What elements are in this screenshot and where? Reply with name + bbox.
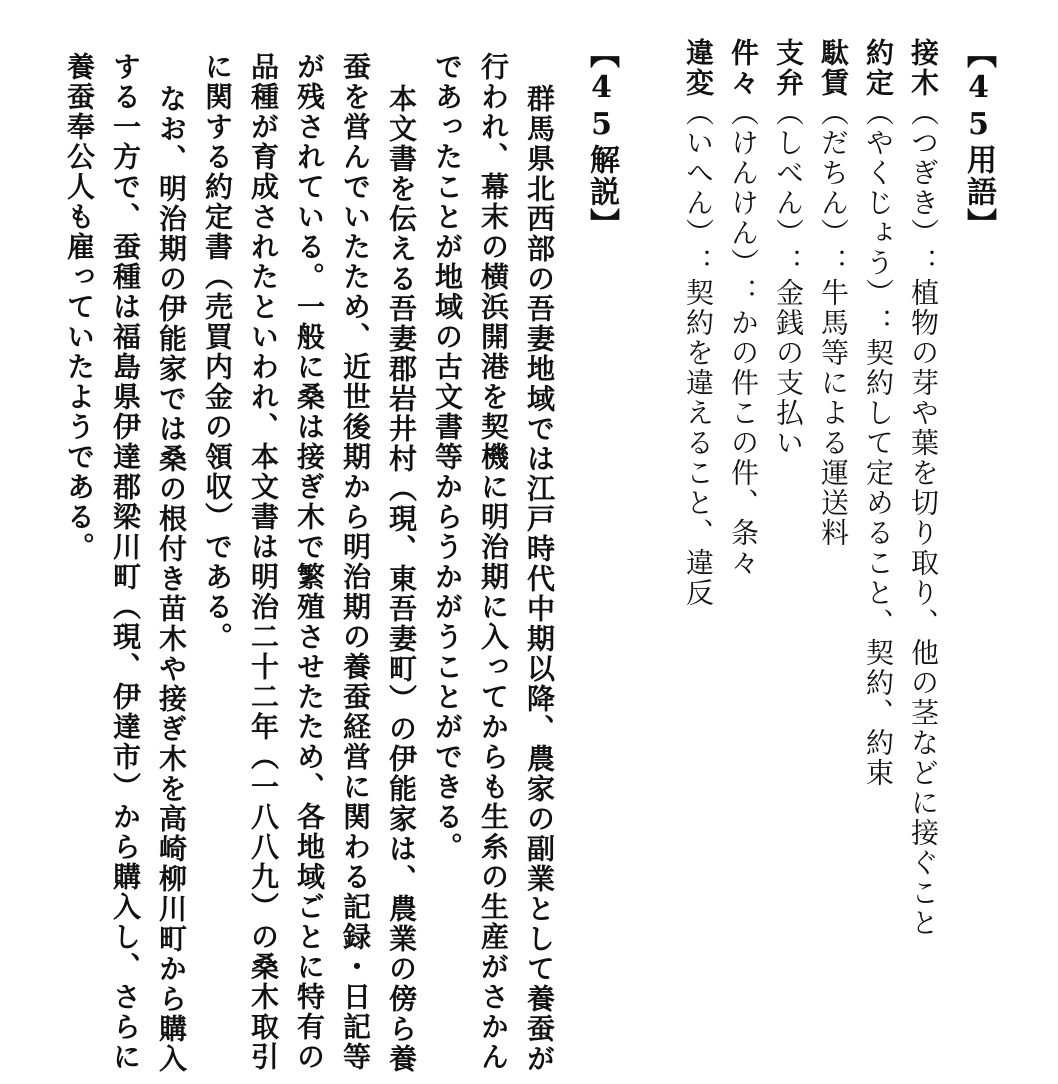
commentary-line: 品種が育成されたといわれ、本文書は明治二十二年（一八八九）の桑木取引 [247,52,280,1072]
term-entry [855,38,901,1038]
commentary-line: 本文書を伝える吾妻郡岩井村（現、東吾妻町）の伊能家は、農業の傍ら養 [385,84,418,1074]
term-gloss: （つぎき）：植物の芽や葉を切り取り、他の茎などに接ぐこと [907,98,940,938]
commentary-line: に関する約定書（売買内金の領収）である。 [201,52,234,652]
term-word: 違変 [682,38,715,98]
term-word: 支弁 [772,38,805,98]
commentary-line: 群馬県北西部の吾妻地域では江戸時代中期以降、農家の副業として養蚕が [523,84,556,1074]
term-gloss: （やくじょう）：契約して定めること、契約、約束 [862,98,895,788]
term-word: 接木 [907,38,940,98]
term-entry [900,38,946,1038]
term-gloss: （いへん）：契約を違えること、違反 [682,98,715,608]
commentary-heading: 【45解説】 [584,38,619,240]
term-word: 駄賃 [817,38,850,98]
commentary-line: 蚕を営んでいたため、近世後期から明治期の養蚕経営に関わる記録・日記等 [339,52,372,1072]
term-entry [675,38,721,1038]
commentary-line: なお、明治期の伊能家では桑の根付き苗木や接ぎ木を高崎柳川町から購入 [155,84,188,1074]
term-gloss: （しべん）：金銭の支払い [772,98,805,458]
terms-heading: 【45用語】 [961,38,996,240]
commentary-line: であったことが地域の古文書等からうかがうことができる。 [431,52,464,862]
commentary-line: が残されている。一般に桑は接ぎ木で繁殖させたため、各地域ごとに特有の [293,52,326,1072]
term-word: 件々 [727,38,760,98]
commentary-line: 養蚕奉公人も雇っていたようである。 [63,52,96,562]
term-word: 約定 [862,38,895,98]
term-gloss: （だちん）：牛馬等による運送料 [817,98,850,548]
term-entry [765,38,811,1038]
term-entry [720,38,766,1038]
term-entry [810,38,856,1038]
commentary-line: 行われ、幕末の横浜開港を契機に明治期に入ってからも生糸の生産がさかん [477,52,510,1072]
commentary-line: する一方で、蚕種は福島県伊達郡梁川町（現、伊達市）から購入し、さらに [109,52,142,1072]
term-gloss: （けんけん）：かの件この件、条々 [727,98,760,578]
